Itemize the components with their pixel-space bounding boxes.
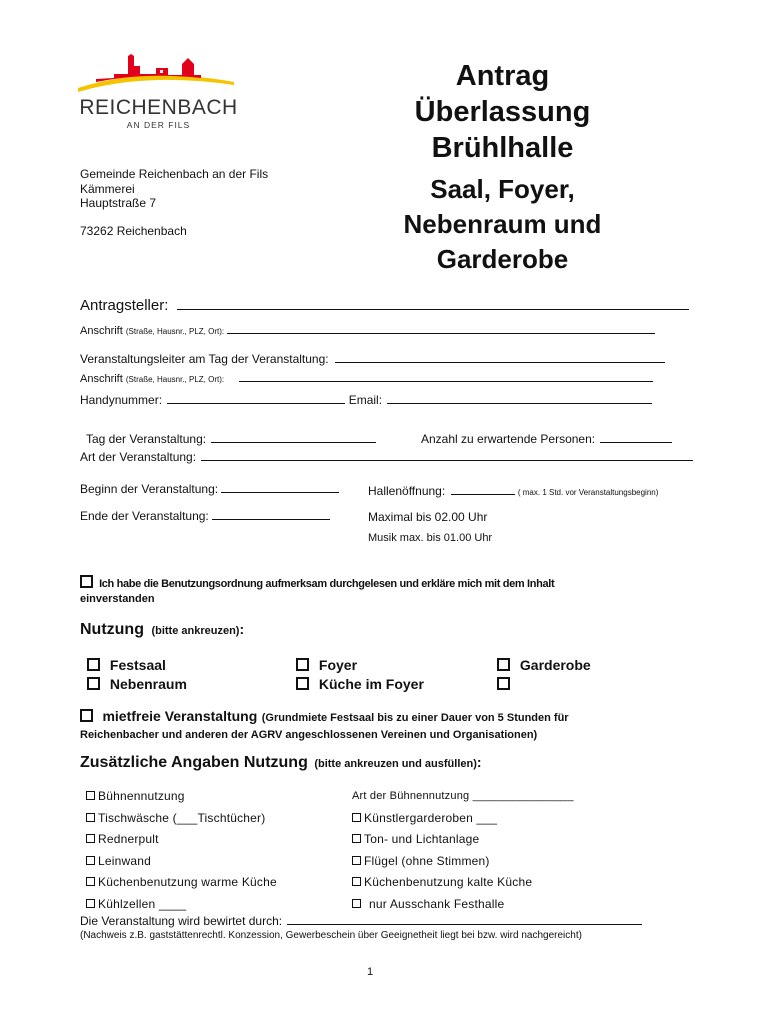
end-label: Ende der Veranstaltung:: [80, 509, 209, 523]
option-checkbox[interactable]: [352, 834, 361, 843]
date-row: [86, 431, 376, 446]
foyer-checkbox[interactable]: [296, 658, 309, 671]
usage-option[interactable]: [296, 676, 424, 692]
option-checkbox[interactable]: [86, 791, 95, 800]
subtitle-line: Nebenraum und: [403, 209, 602, 239]
title-line: Brühlhalle: [431, 132, 574, 164]
organizer-input-line[interactable]: [335, 351, 665, 363]
option-label: Küchenbenutzung warme Küche: [98, 875, 277, 889]
event-date-label: Tag der Veranstaltung:: [86, 432, 207, 446]
option-label: nur Ausschank Festhalle: [369, 896, 505, 911]
logo-subtitle: AN DER FILS: [126, 120, 191, 130]
address-hint: (Straße, Hausnr., PLZ, Ort):: [125, 375, 225, 384]
phone-label: Handynummer:: [80, 393, 163, 407]
option-label: Leinwand: [98, 853, 151, 868]
applicant-row: [80, 297, 690, 314]
usage-option-label: Nebenraum: [109, 676, 187, 692]
applicant-address-input-line[interactable]: [227, 322, 655, 334]
option-checkbox[interactable]: [86, 856, 95, 865]
usage-hint: (bitte ankreuzen): [151, 625, 240, 637]
applicant-input-line[interactable]: [177, 298, 689, 310]
option-label: Tischwäsche (___Tischtücher): [98, 810, 266, 825]
option-label: Flügel (ohne Stimmen): [364, 853, 490, 868]
end-row: [80, 508, 330, 523]
start-input-line[interactable]: [221, 481, 339, 493]
rent-free-note-cont: Reichenbacher und anderen der AGRV angeschlossenen Vereinen und Organisationen): [80, 729, 538, 741]
additional-option[interactable]: [86, 808, 277, 830]
email-input-line[interactable]: [387, 392, 652, 404]
attendees-label: Anzahl zu erwartende Personen:: [421, 432, 596, 446]
usage-option[interactable]: [87, 676, 187, 692]
usage-option-label: Küche im Foyer: [318, 676, 424, 692]
kueche-foyer-checkbox[interactable]: [296, 677, 309, 690]
reichenbach-skyline-logo-icon: [76, 52, 241, 97]
usage-option[interactable]: [497, 676, 510, 692]
catering-note: (Nachweis z.B. gaststättenrechtl. Konzession, Gewerbeschein über Geeignetheit liegt bei bzw. wird nachgereicht): [80, 930, 582, 941]
additional-title: Zusätzliche Angaben Nutzung: [80, 754, 308, 771]
document-subtitle: [370, 172, 635, 277]
nebenraum-checkbox[interactable]: [87, 677, 100, 690]
usage-option[interactable]: [497, 657, 591, 673]
organizer-row: [80, 351, 690, 366]
attendees-row: [421, 431, 672, 446]
usage-option[interactable]: [87, 657, 166, 673]
catering-row: [80, 913, 680, 928]
phone-input-line[interactable]: [167, 392, 345, 404]
rent-free-label: mietfreie Veranstaltung: [102, 708, 258, 724]
attendees-input-line[interactable]: [600, 431, 672, 443]
additional-left-column: [86, 786, 277, 915]
logo: [76, 52, 241, 132]
address-line: Kämmerei: [80, 181, 135, 196]
additional-colon: :: [476, 754, 482, 770]
garderobe-checkbox[interactable]: [497, 658, 510, 671]
additional-option[interactable]: [86, 872, 277, 894]
subtitle-line: Saal, Foyer,: [430, 174, 575, 204]
subtitle-line: Garderobe: [436, 244, 569, 274]
agreement-text-cont: einverstanden: [80, 593, 155, 605]
event-type-row: [80, 449, 700, 464]
organizer-address-input-line[interactable]: [239, 370, 653, 382]
end-input-line[interactable]: [212, 508, 330, 520]
title-line: Überlassung: [414, 96, 591, 128]
organizer-label: Veranstaltungsleiter am Tag der Veranstaltung:: [80, 352, 329, 366]
additional-option[interactable]: [352, 894, 574, 916]
hall-opening-hint: ( max. 1 Std. vor Veranstaltungsbeginn): [517, 488, 659, 497]
address-label: Anschrift: [80, 373, 123, 385]
additional-option[interactable]: [86, 786, 277, 808]
option-checkbox[interactable]: [352, 856, 361, 865]
applicant-address-row: [80, 322, 690, 337]
additional-right-column: [352, 786, 574, 915]
additional-option[interactable]: [86, 894, 277, 916]
rent-free-note: (Grundmiete Festsaal bis zu einer Dauer von 5 Stunden für: [261, 712, 569, 724]
option-checkbox[interactable]: [86, 813, 95, 822]
address-line: Hauptstraße 7: [80, 196, 157, 210]
address-hint: (Straße, Hausnr., PLZ, Ort):: [125, 327, 225, 336]
sender-address: [80, 167, 268, 238]
music-time-note: Musik max. bis 01.00 Uhr: [368, 532, 493, 544]
additional-option[interactable]: [352, 829, 574, 851]
event-date-input-line[interactable]: [211, 431, 376, 443]
email-label: Email:: [348, 393, 383, 407]
applicant-label: Antragsteller:: [80, 297, 169, 314]
hall-opening-row: [368, 483, 708, 498]
option-checkbox[interactable]: [86, 834, 95, 843]
start-label: Beginn der Veranstaltung:: [80, 482, 219, 496]
additional-option[interactable]: [86, 851, 277, 873]
start-row: [80, 481, 339, 496]
logo-name: REICHENBACH: [79, 96, 238, 119]
title-line: Antrag: [455, 60, 550, 92]
usage-colon: :: [239, 621, 245, 637]
rent-free-block: [80, 708, 730, 743]
option-label: Kühlzellen ____: [98, 896, 187, 911]
agreement-checkbox[interactable]: [80, 575, 93, 588]
catering-label: Die Veranstaltung wird bewirtet durch:: [80, 914, 283, 928]
additional-heading: [80, 754, 482, 772]
usage-option-label: Festsaal: [109, 657, 166, 673]
stage-usage-type[interactable]: Art der Bühnennutzung ________________: [352, 790, 574, 802]
rent-free-checkbox[interactable]: [80, 709, 93, 722]
option-label: Bühnennutzung: [98, 789, 185, 803]
option-checkbox[interactable]: [352, 813, 361, 822]
option-label: Küchenbenutzung kalte Küche: [364, 875, 533, 889]
option-checkbox[interactable]: [86, 877, 95, 886]
additional-hint: (bitte ankreuzen und ausfüllen): [314, 758, 477, 770]
additional-option[interactable]: [86, 829, 277, 851]
option-label: Künstlergarderoben ___: [364, 810, 498, 825]
max-time-note: Maximal bis 02.00 Uhr: [368, 510, 488, 524]
additional-option[interactable]: [352, 872, 574, 894]
option-checkbox[interactable]: [352, 899, 361, 908]
empty-option-checkbox[interactable]: [497, 677, 510, 690]
festsaal-checkbox[interactable]: [87, 658, 100, 671]
option-label: Rednerpult: [98, 832, 159, 846]
additional-option[interactable]: [352, 851, 574, 873]
hall-opening-input-line[interactable]: [451, 483, 515, 495]
hall-opening-label: Hallenöffnung:: [368, 484, 446, 498]
usage-heading: [80, 621, 244, 639]
option-label: Ton- und Lichtanlage: [364, 832, 480, 846]
agreement-text: Ich habe die Benutzungsordnung aufmerksam durchgelesen und erkläre mich mit dem Inhalt: [99, 578, 555, 590]
option-checkbox[interactable]: [352, 877, 361, 886]
usage-option-label: Garderobe: [519, 657, 591, 673]
address-line: 73262 Reichenbach: [80, 223, 187, 238]
agreement-block: [80, 575, 720, 607]
usage-option[interactable]: [296, 657, 357, 673]
additional-option[interactable]: [352, 808, 574, 830]
page-number: 1: [366, 966, 374, 978]
contact-row: [80, 392, 690, 407]
catering-input-line[interactable]: [287, 913, 642, 925]
event-type-label: Art der Veranstaltung:: [80, 450, 197, 464]
option-checkbox[interactable]: [86, 899, 95, 908]
usage-title: Nutzung: [80, 621, 144, 638]
document-title: [380, 58, 625, 166]
usage-option-label: Foyer: [318, 657, 358, 673]
address-line: Gemeinde Reichenbach an der Fils: [80, 167, 269, 181]
address-label: Anschrift: [80, 325, 123, 337]
event-type-input-line[interactable]: [201, 449, 693, 461]
organizer-address-row: [80, 370, 690, 385]
